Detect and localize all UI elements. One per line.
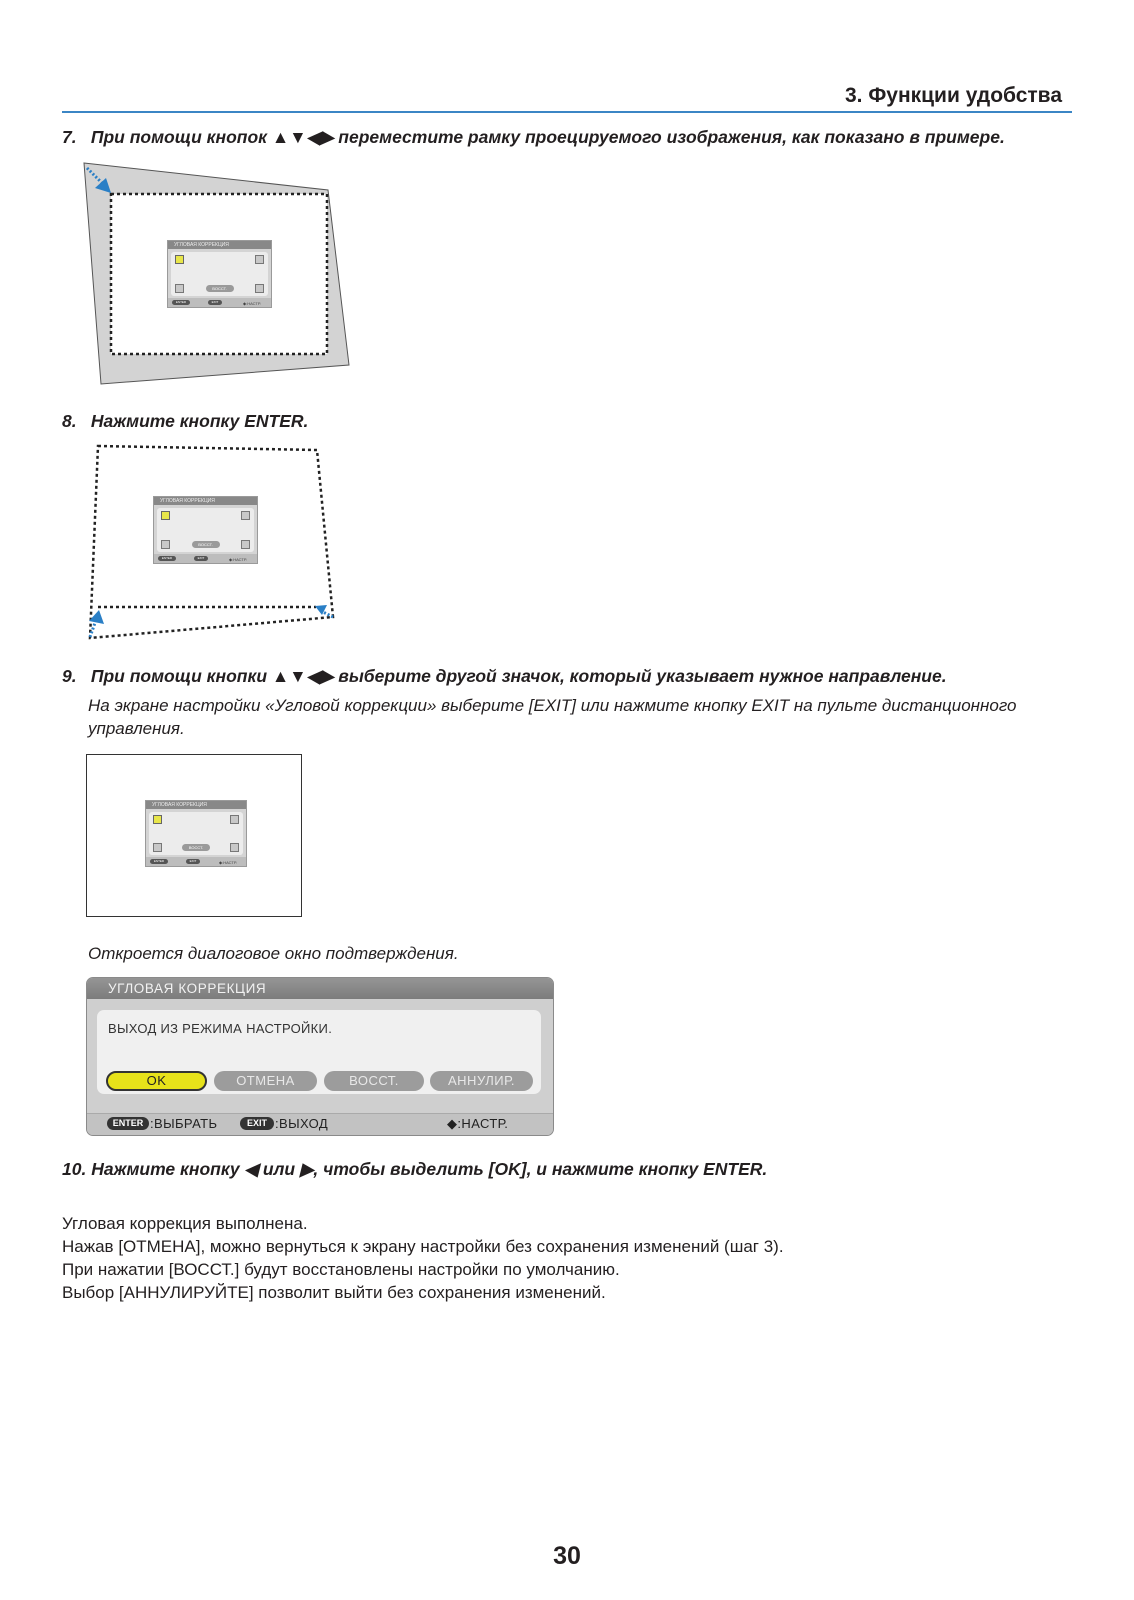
mini-osd-panel [153,496,258,564]
mini-exit-key: EXIT [186,859,200,864]
dialog-footer [87,1113,553,1135]
mini-enter-key: ENTER [150,859,168,864]
mini-hint: ◆:НАСТР. [219,860,237,865]
mini-osd-title: УГЛОВАЯ КОРРЕКЦИЯ [168,241,271,249]
step-text: При помощи кнопки ▲▼◀▶ выберите другой значок, который указывает нужное направление. [90,666,947,686]
reset-button[interactable]: ВОССТ. [324,1071,424,1091]
mini-reset-button: ВОССТ. [192,541,220,548]
confirm-dialog [86,977,554,1136]
corner-top-right-icon [230,815,239,824]
exit-key-badge: EXIT [240,1117,274,1130]
mini-osd-title: УГЛОВАЯ КОРРЕКЦИЯ [146,801,246,809]
corner-bottom-left-icon [153,843,162,852]
step-number: 7. [62,127,77,147]
dialog-message: ВЫХОД ИЗ РЕЖИМА НАСТРОЙКИ. [108,1021,333,1036]
ok-button[interactable]: OK [106,1071,207,1091]
mini-osd-footer [146,857,246,866]
mini-exit-key: EXIT [208,300,222,305]
corner-bottom-right-icon [230,843,239,852]
corner-bottom-left-icon [161,540,170,549]
result-line: Угловая коррекция выполнена. [62,1214,308,1233]
mini-osd-title: УГЛОВАЯ КОРРЕКЦИЯ [154,497,257,505]
corner-top-right-icon [241,511,250,520]
mini-hint: ◆:НАСТР. [229,557,247,562]
mini-enter-key: ENTER [158,556,176,561]
step-text: Нажмите кнопку ◀ или ▶, чтобы выделить [OK], и нажмите кнопку ENTER. [91,1159,768,1179]
mini-enter-key: ENTER [172,300,190,305]
exit-hint: :ВЫХОД [275,1116,329,1131]
page-number: 30 [553,1542,581,1570]
step9-note-line2: управления. [88,719,185,738]
adjust-hint: ◆:НАСТР. [447,1116,509,1131]
corner-top-left-icon [153,815,162,824]
mini-exit-key: EXIT [194,556,208,561]
step-text: Нажмите кнопку ENTER. [90,411,309,431]
step-10 [62,1159,767,1180]
enter-hint: :ВЫБРАТЬ [150,1116,218,1131]
result-line: Нажав [ОТМЕНА], можно вернуться к экрану настройки без сохранения изменений (шаг 3). [62,1237,784,1256]
step-text: При помощи кнопок ▲▼◀▶ переместите рамку проецируемого изображения, как показано в примере. [90,127,1005,147]
dialog-title: УГЛОВАЯ КОРРЕКЦИЯ [87,978,553,999]
result-line: Выбор [АННУЛИРУЙТЕ] позволит выйти без сохранения изменений. [62,1283,606,1302]
mini-osd-footer [154,554,257,563]
mini-osd-panel [145,800,247,867]
section-title: 3. Функции удобства [845,84,1062,107]
result-line: При нажатии [ВОССТ.] будут восстановлены настройки по умолчанию. [62,1260,620,1279]
step-9 [62,666,947,687]
cancel-button[interactable]: ОТМЕНА [214,1071,317,1091]
step-number: 9. [62,666,77,686]
corner-top-left-icon [161,511,170,520]
mini-osd-body [149,812,243,855]
step-number: 8. [62,411,77,431]
dialog-opens-note: Откроется диалоговое окно подтверждения. [88,944,459,963]
corner-bottom-right-icon [241,540,250,549]
discard-button[interactable]: АННУЛИР. [430,1071,533,1091]
mini-reset-button: ВОССТ. [182,844,210,851]
step9-note-line1: На экране настройки «Угловой коррекции» выберите [EXIT] или нажмите кнопку EXIT на пульте дистанционного [88,696,1017,715]
mini-hint: ◆:НАСТР. [243,301,261,306]
step-number: 10. [62,1159,87,1179]
enter-key-badge: ENTER [107,1117,149,1130]
mini-osd-body [157,508,254,552]
mini-reset-button: ВОССТ. [206,285,234,292]
